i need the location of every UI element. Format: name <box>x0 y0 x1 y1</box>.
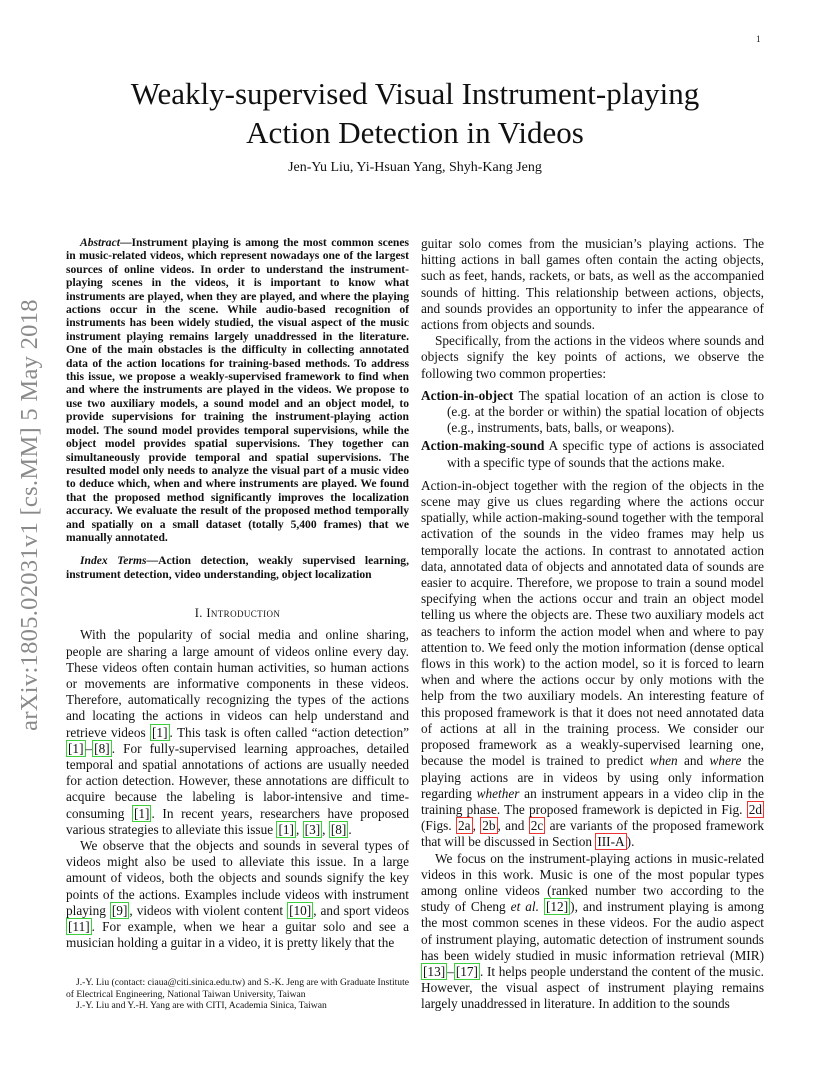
citation-link[interactable]: [8] <box>94 740 110 756</box>
emphasis: where <box>709 753 742 769</box>
citation-link[interactable]: [17] <box>455 963 478 979</box>
paper-title <box>80 74 750 152</box>
citation-link[interactable]: [1] <box>152 724 168 740</box>
text-span: (Figs. <box>421 818 456 834</box>
abstract <box>66 236 409 544</box>
text-span: Action-in-object together with the region of the objects in the scene may give us clues regarding where the actions occur spatially, while action-making-sound together with the temporal activation of the sounds in the video frames may help us temporally locate the actions. In contrast to annotated action data, annotated data of objects and annotated data of sounds are easier to acquire. Therefore, we propose to train a sound model specifying when the actions occur and train an object model telling us where the objects are. These two auxiliary models act as teachers to inform the action model when and where to pay attention to. We feed only the motion information (dense optical flows in this work) to the action model, so it is forced to learn when and where the actions occur by only motions with the help from the two auxiliary models. An interesting feature of this proposed framework is that it does not need annotated data of actions at all in the training process. We consider our proposed framework as a weakly-supervised learning one, because the model is trained to predict <box>421 477 764 769</box>
text-span: , and sport videos <box>313 902 409 918</box>
page-number: 1 <box>756 34 761 44</box>
text-span: . It helps people understand the content of the music. However, the visual aspect of instrument playing remains largely unaddressed in literature. In addition to the sounds <box>421 963 764 1012</box>
definition-action-in-object <box>421 388 764 437</box>
citation-link[interactable]: [12] <box>545 899 569 915</box>
text-span: are variants of the proposed framework that will be discussed in Section <box>421 818 764 850</box>
text-span: , <box>472 818 481 834</box>
text-span: , and <box>497 818 529 834</box>
emphasis: et al. <box>510 899 539 915</box>
emphasis: when <box>649 753 678 769</box>
figure-link[interactable]: 2b <box>482 818 496 834</box>
text-span: With the popularity of social media and online sharing, people are sharing a large amount of videos online every day. These videos often contain human activities, so human actions or movements are informative components in these videos. Therefore, automatically recognizing the types of the actions and locating the actions in videos can help understand and retrieve videos <box>66 627 409 740</box>
definition-action-making-sound <box>421 438 764 470</box>
text-span: and <box>677 753 710 769</box>
text-span: an instrument appears in a video clip in the training phase. The proposed framework is depicted in Fig. <box>421 785 764 817</box>
definition-term: Action-making-sound <box>421 438 545 454</box>
abstract-lead: Abstract <box>80 236 120 249</box>
citation-link[interactable]: [10] <box>289 902 312 918</box>
authors: Jen-Yu Liu, Yi-Hsuan Yang, Shyh-Kang Jeng <box>288 160 542 175</box>
citation-link[interactable]: [8] <box>330 821 347 837</box>
text-span: We observe that the objects and sounds in several types of videos might also be used to alleviate this issue. In a large amount of videos, both the objects and sounds signify the key points of the actions. Examples include videos with instrument playing <box>66 838 409 918</box>
title-line-1: Weakly-supervised Visual Instrument-playing <box>130 76 700 111</box>
text-span: . For example, when we hear a guitar solo and see a musician holding a guitar in a video, it is pretty likely that the <box>66 919 409 951</box>
right-paragraph-1: guitar solo comes from the musician’s playing actions. The hitting actions in ball games often contain the acting objects, such as feet, hands, rackets, or bats, as well as the accompanied sounds of hitting. This relationship between actions, objects, and sounds provides an opportunity to infer the appearance of actions from objects and sounds. <box>421 236 764 333</box>
footnote-affiliation-2: J.-Y. Liu and Y.-H. Yang are with CITI, Academia Sinica, Taiwan <box>76 1000 327 1012</box>
definition-term: Action-in-object <box>421 387 514 403</box>
footnotes <box>66 977 409 1012</box>
index-terms <box>66 554 409 581</box>
index-terms-lead: Index Terms <box>80 554 147 568</box>
citation-link[interactable]: [1] <box>278 821 294 837</box>
text-span: . For fully-supervised learning approaches, detailed temporal and spatial annotations of actions are usually needed for action detection. However, these annotations are difficult to acquire because the labeling is labor-intensive and time-consuming <box>66 740 409 821</box>
title-line-2: Action Detection in Videos <box>246 115 584 150</box>
text-span: . <box>348 821 352 837</box>
text-span: – <box>85 740 93 756</box>
text-span: the playing actions are in videos by using only information regarding <box>421 753 764 801</box>
citation-link[interactable]: [9] <box>111 902 128 918</box>
spacer <box>421 471 764 478</box>
definition-body: A specific type of actions is associated with a specific type of sounds that the actions make. <box>447 438 764 470</box>
citation-link[interactable]: [1] <box>68 740 84 756</box>
figure-link[interactable]: 2a <box>458 818 471 834</box>
text-span: ). <box>626 834 635 850</box>
right-paragraph-4 <box>421 851 764 1013</box>
index-terms-body: —Action detection, weakly supervised learning, instrument detection, video understanding, object localization <box>66 554 409 581</box>
right-column <box>421 236 764 1013</box>
text-span: . In recent years, researchers have proposed various strategies to alleviate this issue <box>66 805 409 837</box>
intro-paragraph-2 <box>66 838 409 951</box>
citation-link[interactable]: [13] <box>423 963 446 979</box>
footnote-affiliation-1: J.-Y. Liu (contact: ciaua@citi.sinica.edu.tw) and S.-K. Jeng are with Graduate Institute of Electrical Engineering, National Taiwan University, Taiwan <box>66 977 409 1000</box>
emphasis: whether <box>476 785 520 801</box>
right-paragraph-3 <box>421 478 764 851</box>
left-column <box>66 236 409 951</box>
section-link[interactable]: III-A <box>597 834 625 850</box>
citation-link[interactable]: [1] <box>133 805 150 821</box>
text-span: . This task is often called “action detection” <box>169 724 409 740</box>
citation-link[interactable]: [11] <box>68 919 90 935</box>
text-span: , <box>296 821 303 837</box>
citation-link[interactable]: [3] <box>304 821 321 837</box>
definition-body: The spatial location of an action is close to (e.g. at the border or within) the spatial location of objects (e.g., instruments, bats, balls, or weapons). <box>447 387 764 436</box>
arxiv-identifier[interactable]: arXiv:1805.02031v1 [cs.MM] 5 May 2018 <box>16 299 43 731</box>
text-span: , videos with violent content <box>129 902 288 918</box>
section-heading-introduction: I. Introduction <box>194 606 281 621</box>
arxiv-sidebar <box>0 270 60 760</box>
text-span: ), and instrument playing is among the most common scenes in these videos. For the audio aspect of instrument playing, automatic detection of instrument sounds has been widely studied in music information retrieval (MIR) <box>421 899 764 963</box>
figure-link[interactable]: 2c <box>530 818 544 834</box>
right-paragraph-2: Specifically, from the actions in the videos where sounds and objects signify the key points of actions, we observe the following two common properties: <box>421 333 764 381</box>
text-span: , <box>322 821 329 837</box>
intro-paragraph-1 <box>66 627 409 838</box>
text-span: We focus on the instrument-playing actions in music-related videos in this work. Music is one of the most popular types among online videos (ranked number two according to the study of Cheng <box>421 850 764 915</box>
text-span: – <box>447 963 454 979</box>
figure-link[interactable]: 2d <box>748 801 762 817</box>
abstract-body: —Instrument playing is among the most common scenes in music-related videos, which represent nowadays one of the largest sources of online videos. In order to understand the instrument-playing scenes in the videos, it is important to know what instruments are played, when they are played, and where the playing actions occur in the scene. While audio-based recognition of instruments has been widely studied, the visual aspect of the music instrument playing remains largely unaddressed in the literature. One of the main obstacles is the difficulty in collecting annotated data of the action locations for training-based methods. To address this issue, we propose a weakly-supervised framework to find when and where the instruments are played in the videos. We propose to use two auxiliary models, a sound model and an object model, to provide supervisions for training the instrument-playing action model. The sound model provides temporal supervisions, while the object model provides spatial supervisions. They together can simultaneously provide temporal and spatial supervisions. The resulted model only needs to analyze the visual part of a music video to deduce which, when and where instruments are played. We found that the proposed method significantly improves the localization accuracy. We evaluate the result of the proposed method temporally and spatially on a small dataset (totally 5,400 frames) that we manually annotated. <box>66 236 409 544</box>
